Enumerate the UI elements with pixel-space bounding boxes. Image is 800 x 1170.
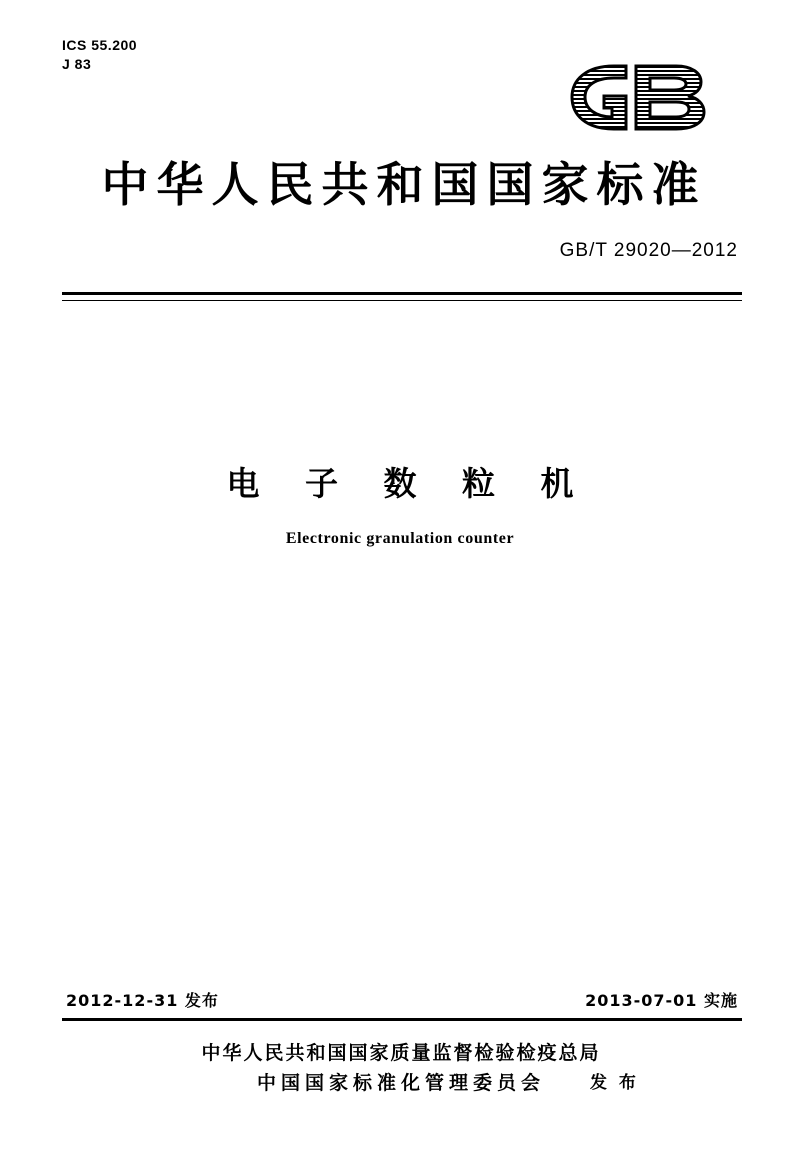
national-standard-title: 中华人民共和国国家标准 — [101, 158, 707, 213]
gb-logo — [552, 58, 742, 136]
publish-label: 发 布 — [590, 1073, 639, 1093]
divider-thick-top — [62, 292, 742, 295]
issue-date: 2012-12-31 发布 — [66, 991, 219, 1010]
divider-thick-bottom — [62, 1018, 742, 1021]
ics-code: ICS 55.200 — [62, 37, 138, 53]
publisher-line-1: 中华人民共和国国家质量监督检验检疫总局 — [201, 1042, 601, 1064]
document-title-en: Electronic granulation counter — [285, 530, 515, 547]
standard-number: GB/T 29020—2012 — [559, 240, 738, 261]
ics-block — [62, 36, 137, 74]
publisher-block — [0, 1038, 800, 1098]
implementation-date: 2013-07-01 实施 — [585, 991, 738, 1010]
divider-thin-top — [62, 300, 742, 301]
document-title-cn: 电 子 数 粒 机 — [226, 464, 591, 503]
publisher-line-2: 中国国家标准化管理委员会 — [256, 1072, 545, 1094]
classification-code: J 83 — [62, 56, 92, 72]
